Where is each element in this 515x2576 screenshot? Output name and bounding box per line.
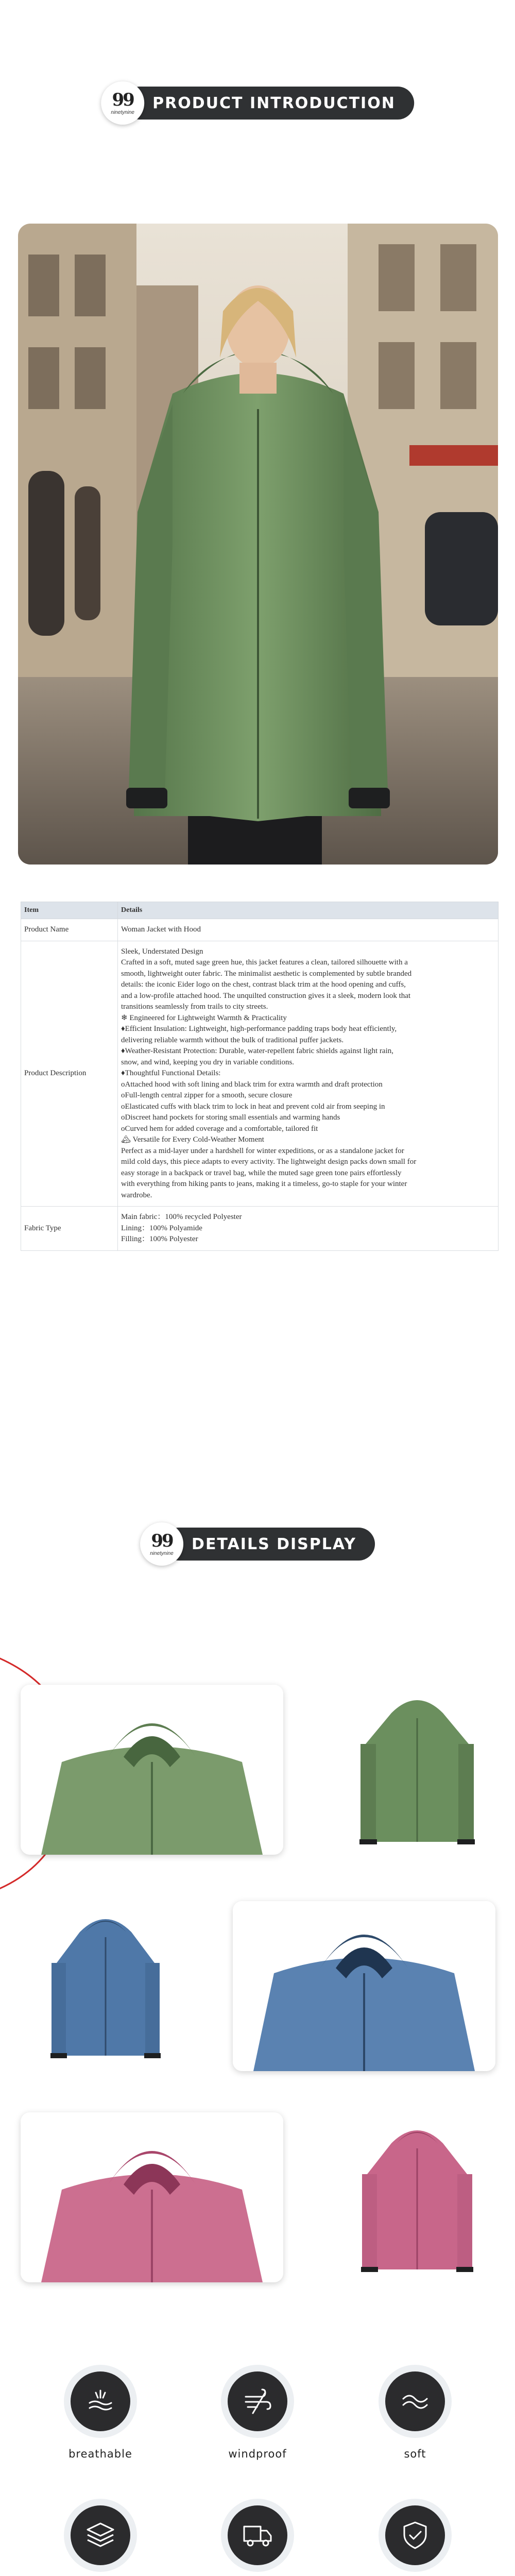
detail-image-sage-full [350, 1687, 484, 1852]
detail-line: oCurved hem for added coverage and a comfortable, tailored fit [121, 1124, 318, 1133]
windproof-icon [228, 2371, 287, 2431]
detail-line: wardrobe. [121, 1191, 152, 1199]
feature-soft [364, 2365, 467, 2461]
detail-line: snow, and wind, keeping you dry in variable conditions. [121, 1058, 295, 1066]
detail-line: and a low-profile attached hood. The unquilted construction gives it a sleek, modern look that [121, 991, 411, 1000]
breathable-icon [71, 2371, 130, 2431]
detail-line: mild cold days, this piece adapts to every activity. The lightweight design packs down small for [121, 1158, 417, 1166]
soft-icon [385, 2371, 445, 2431]
feature-label: soft [404, 2448, 426, 2460]
row-details [118, 919, 499, 941]
table-header-row [21, 902, 499, 919]
detail-line: Filling：100% Polyester [121, 1235, 198, 1243]
table-header-item: Item [21, 902, 118, 919]
detail-card-pink-closeup [21, 2112, 283, 2282]
detail-line: Main fabric：100% recycled Polyester [121, 1213, 242, 1221]
detail-card-blue-closeup [233, 1901, 495, 2071]
detail-line: oAttached hood with soft lining and black trim for extra warmth and draft protection [121, 1080, 383, 1089]
details-title: DETAILS DISPLAY [163, 1528, 375, 1561]
detail-line: ♦Efficient Insulation: Lightweight, high-performance padding traps body heat efficiently, [121, 1025, 397, 1033]
detail-line: Lining：100% Polyamide [121, 1224, 202, 1232]
detail-line: Perfect as a mid-layer under a hardshell for winter expeditions, or as a standalone jacket for [121, 1146, 404, 1155]
row-item: Product Name [21, 919, 118, 941]
feature-quality [364, 2499, 467, 2576]
detail-line: ♦Weather-Resistant Protection: Durable, water-repellent fabric shields against light rain, [121, 1047, 393, 1055]
feature-delivery [206, 2499, 309, 2576]
detail-line: easy storage in a backpack or travel bag, while the muted sage green tone pairs effortlessly [121, 1168, 402, 1177]
detail-image-blue-full [44, 1906, 167, 2066]
intro-title: PRODUCT INTRODUCTION [124, 87, 414, 120]
detail-line: transitions seamlessly from trails to city streets. [121, 1003, 268, 1011]
hero-photo [18, 224, 498, 865]
row-item: Product Description [21, 941, 118, 1207]
layers-icon [71, 2505, 130, 2565]
feature-thickened [49, 2499, 152, 2576]
feature-label: breathable [68, 2448, 132, 2460]
feature-windproof [206, 2365, 309, 2461]
detail-line: details: the iconic Eider logo on the chest, contrast black trim at the hood opening and cuffs, [121, 980, 406, 989]
table-row [21, 941, 499, 1207]
detail-card-sage-closeup [21, 1685, 283, 1855]
detail-line: Sleek, Understated Design [121, 947, 203, 956]
row-details [118, 941, 499, 1207]
spec-table [21, 902, 499, 1251]
detail-line: 🏔 Versatile for Every Cold-Weather Moment [121, 1136, 264, 1144]
row-details [118, 1207, 499, 1251]
brand-logo-name: ninetynine [150, 1550, 174, 1556]
detail-line: ♦Thoughtful Functional Details: [121, 1069, 221, 1077]
table-row [21, 1207, 499, 1251]
table-header-details: Details [118, 902, 499, 919]
detail-line: oFull-length central zipper for a smooth, secure closure [121, 1091, 293, 1099]
detail-line: Woman Jacket with Hood [121, 925, 201, 934]
feature-label: windproof [228, 2448, 287, 2460]
detail-line: delivering reliable warmth without the bulk of traditional puffer jackets. [121, 1036, 344, 1044]
brand-logo [101, 81, 144, 125]
brand-logo-mark: 99 [151, 1530, 173, 1551]
detail-line: with everything from hiking pants to jeans, making it a timeless, go-to staple for your winter [121, 1180, 407, 1188]
row-item: Fabric Type [21, 1207, 118, 1251]
brand-logo-mark: 99 [112, 89, 133, 110]
truck-icon [228, 2505, 287, 2565]
brand-logo [140, 1522, 183, 1566]
details-banner [140, 1522, 375, 1566]
detail-line: smooth, lightweight outer fabric. The minimalist aesthetic is complemented by subtle branded [121, 969, 412, 978]
feature-breathable [49, 2365, 152, 2461]
table-row [21, 919, 499, 941]
detail-line: ❄ Engineered for Lightweight Warmth & Practicality [121, 1013, 287, 1022]
detail-line: Crafted in a soft, muted sage green hue, this jacket features a clean, tailored silhouette with a [121, 958, 408, 967]
intro-banner [101, 81, 414, 125]
brand-logo-name: ninetynine [111, 109, 134, 115]
detail-line: oDiscreet hand pockets for storing small essentials and warming hands [121, 1113, 340, 1122]
detail-image-pink-full [353, 2117, 482, 2280]
shield-check-icon [385, 2505, 445, 2565]
detail-line: oElasticated cuffs with black trim to lock in heat and prevent cold air from seeping in [121, 1102, 385, 1111]
